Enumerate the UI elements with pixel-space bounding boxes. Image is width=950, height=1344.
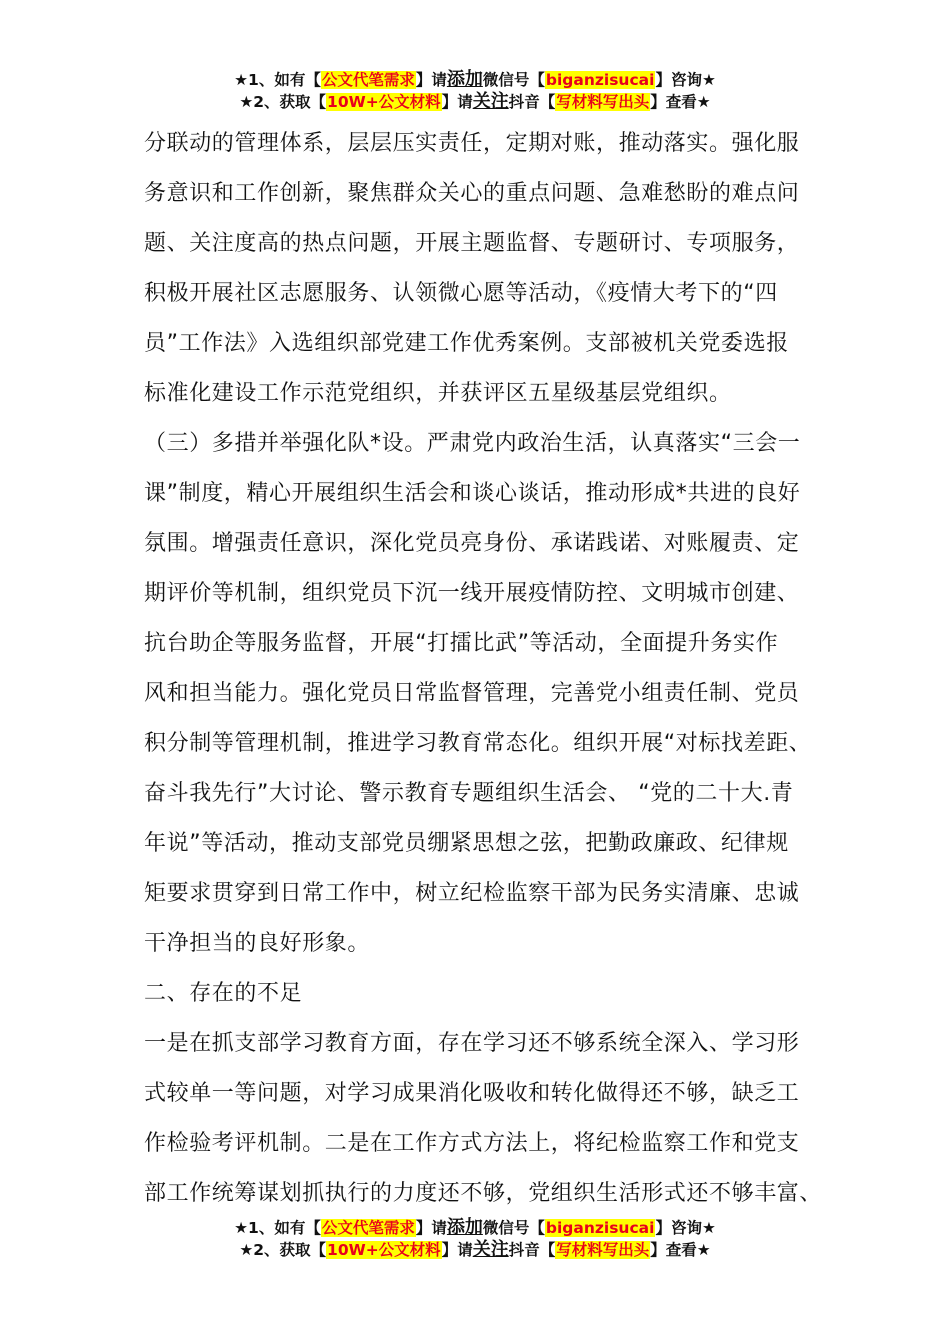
banner-text: 微信号【 [482,1219,545,1237]
banner-text: ★2、获取【 [239,1241,327,1259]
body-line: 式较单一等问题，对学习成果消化吸收和转化做得还不够，缺乏工 [144,1081,800,1106]
banner-highlight: 写材料写出头 [556,93,650,111]
banner-emphasis: 关注 [472,1239,509,1260]
body-line: 风和担当能力。强化党员日常监督管理，完善党小组责任制、党员 [144,681,800,706]
banner-text: 】查看★ [650,1241,711,1259]
banner-text: 】请 [441,1241,473,1259]
banner-text: 】请 [415,1219,447,1237]
body-line: 部工作统筹谋划抓执行的力度还不够，党组织生活形式还不够丰富、 [144,1181,823,1206]
body-line: 氛围。增强责任意识，深化党员亮身份、承诺践诺、对账履责、定 [144,531,800,556]
body-line: 年说”等活动，推动支部党员绷紧思想之弦，把勤政廉政、纪律规 [144,831,789,856]
banner-highlight: biganzisucai [545,71,655,89]
banner-line-1 [0,1217,950,1239]
banner-text: ★1、如有【 [234,1219,321,1237]
footer-banner [0,1217,950,1261]
body-line: 分联动的管理体系，层层压实责任，定期对账，推动落实。强化服 [144,131,800,156]
body-line: 题、关注度高的热点问题，开展主题监督、专题研讨、专项服务， [144,231,800,256]
body-line: 矩要求贯穿到日常工作中，树立纪检监察干部为民务实清廉、忠诚 [144,881,800,906]
body-line: 员”工作法》入选组织部党建工作优秀案例。支部被机关党委选报 [144,331,789,356]
banner-line-2 [0,91,950,113]
body-line: 积极开展社区志愿服务、认领微心愿等活动，《疫情大考下的“四 [144,281,778,306]
banner-emphasis: 添加 [446,69,483,90]
banner-text: 抖音【 [508,93,556,111]
document-body [144,119,824,1219]
banner-line-1 [0,69,950,91]
section-heading: 二、存在的不足 [144,981,303,1006]
banner-text: ★2、获取【 [239,93,327,111]
banner-highlight: 10W+公文材料 [327,1241,441,1259]
banner-line-2 [0,1239,950,1261]
banner-text: 抖音【 [508,1241,556,1259]
banner-emphasis: 关注 [472,91,509,112]
body-line: 期评价等机制，组织党员下沉一线开展疫情防控、文明城市创建、 [144,581,800,606]
body-line: 积分制等管理机制，推进学习教育常态化。组织开展“对标找差距、 [144,731,812,756]
body-line: 抗台助企等服务监督，开展“打擂比武”等活动，全面提升务实作 [144,631,779,656]
banner-text: 】请 [415,71,447,89]
banner-text: 】咨询★ [655,71,716,89]
body-line: 标准化建设工作示范党组织，并获评区五星级基层党组织。 [144,381,732,406]
body-line: 干净担当的良好形象。 [144,931,371,956]
banner-highlight: 公文代笔需求 [321,1219,415,1237]
banner-highlight: 公文代笔需求 [321,71,415,89]
banner-text: ★1、如有【 [234,71,321,89]
body-line: 务意识和工作创新，聚焦群众关心的重点问题、急难愁盼的难点问 [144,181,800,206]
banner-highlight: biganzisucai [545,1219,655,1237]
banner-text: 】咨询★ [655,1219,716,1237]
banner-highlight: 写材料写出头 [556,1241,650,1259]
body-line: 一是在抓支部学习教育方面，存在学习还不够系统全深入、学习形 [144,1031,800,1056]
banner-highlight: 10W+公文材料 [327,93,441,111]
section-heading: （三）多措并举强化队*设。严肃党内政治生活，认真落实“三会一 [144,431,801,456]
body-line: 作检验考评机制。二是在工作方式方法上，将纪检监察工作和党支 [144,1131,800,1156]
header-banner [0,69,950,113]
banner-text: 】查看★ [650,93,711,111]
body-line: 奋斗我先行”大讨论、警示教育专题组织生活会、 “党的二十大.青 [144,781,794,806]
banner-text: 】请 [441,93,473,111]
banner-text: 微信号【 [482,71,545,89]
banner-emphasis: 添加 [446,1217,483,1238]
body-line: 课”制度，精心开展组织生活会和谈心谈话，推动形成*共进的良好 [144,481,801,506]
